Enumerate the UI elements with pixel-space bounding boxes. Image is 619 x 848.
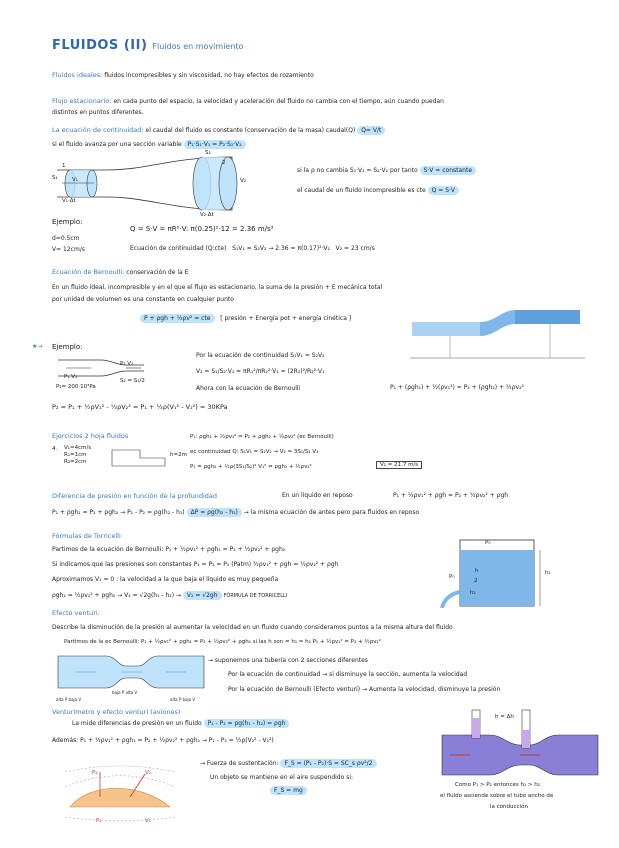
label-v2dt: V₂·Δt — [200, 212, 214, 218]
venturimetro-l3-line — [200, 760, 377, 767]
diferencia-heading: Diferencia de presión en función de la profundidad — [52, 492, 218, 500]
ejemplo2-line5: P₂ = P₁ + ½ρV₁² - ½ρV₂² = P₁ + ½ρ(V₁² - V₂²) = 30KPa — [52, 403, 228, 411]
continuidad-note2 — [297, 187, 459, 194]
ejercicios-pipe-icon — [110, 448, 170, 470]
ejemplo2-line4: P₁ + (ρgh₁) + ½(ρv₁²) = P₂ + (ρgh₂) + ½ρv₂² — [390, 384, 524, 391]
section-ideales — [52, 71, 314, 79]
venturimetro-l3: → Fuerza de sustentación: — [200, 760, 279, 767]
ejemplo1-continuity — [130, 245, 375, 252]
bernoulli-heading-text: conservación de la E — [126, 269, 189, 276]
title-subtitle: Fluidos en movimiento — [152, 42, 244, 51]
venturimetro-l1-line — [72, 720, 289, 727]
ejemplo2-p1val: P₁= 200·10³Pa — [56, 384, 96, 390]
venturimetro-l1-highlight: P₁ - P₂ = ρg(h₁ - h₂) = ρgh — [204, 719, 290, 728]
venturimetro-l4-hl-wrap — [270, 787, 307, 794]
ejercicios-left-r1: R₁=1cm — [64, 452, 87, 458]
venturi-l4: Por la ecuación de continuidad → si disminuye la sección, aumenta la velocidad — [228, 671, 468, 678]
note2-text: el caudal de un fluido incompresible es cte — [297, 187, 426, 194]
ejemplo1-cont-label: Ecuación de continuidad (Q:cte) — [130, 245, 227, 252]
venturimetro-l2: Además: P₁ + ½ρv₁² + ρgh₁ = P₂ + ½ρv₂² + ρgh₂ → P₁ - P₂ = ½ρ(V₂² - V₁²) — [52, 737, 274, 744]
ideales-heading: Fluidos ideales: — [52, 71, 103, 79]
label-v2: V₂ — [240, 178, 246, 184]
venturi-label-1: alta P baja V — [56, 697, 82, 702]
diferencia-text: En un líquido en reposo — [282, 492, 353, 499]
ideales-text: fluidos incompresibles y sin viscosidad, no hay efectos de rozamiento — [104, 72, 314, 79]
bernoulli-formula-line — [140, 315, 351, 322]
ejemplo2-heading: Ejemplo: — [52, 343, 83, 351]
ejemplo2-line3: Ahora con la ecuación de Bernoulli — [196, 385, 301, 392]
venturimetro-caption1: Como P₁ > P₂ entonces h₁ > h₂ — [455, 782, 540, 788]
bernoulli-formula-note: [ presión + Energía pot + energía cinética ] — [220, 315, 352, 322]
tank-h1: h₁ — [545, 570, 551, 576]
label-v1: V₁ — [72, 177, 78, 183]
ejercicios-line1: P₁: ρgh₁ + ½ρv₁² = P₂ + ρgh₂ + ½ρv₂² (ec Bernoulli) — [190, 434, 334, 440]
torricelli-highlight: V₂ = √2gh — [183, 591, 222, 600]
torricelli-l4-line — [52, 592, 287, 599]
bernoulli-heading: Ecuación de Bernoulli: — [52, 268, 125, 276]
ejercicios-left-r2: R₂=2cm — [64, 459, 87, 465]
page-title — [52, 38, 243, 53]
section-estacionario — [52, 97, 444, 105]
ejemplo2-s2: S₂ = S₁/2 — [120, 378, 145, 384]
continuidad-line2 — [52, 141, 246, 148]
label-two: 2 — [222, 160, 226, 166]
venturi-label-3: alta P baja V — [170, 697, 196, 702]
airfoil-v2: V₂ — [145, 770, 151, 776]
continuity-pipe-diagram — [52, 152, 262, 222]
note1-text: si la ρ no cambia S₁·V₁ = S₂·V₂ por tanto — [297, 167, 418, 174]
bernoulli-pipe-diagram — [410, 300, 585, 362]
airfoil-p2: P₂ — [92, 770, 98, 776]
title-text: FLUIDOS (II) — [52, 38, 148, 53]
ejercicios-num: 4. — [52, 446, 58, 452]
bernoulli-text1: En un fluido ideal, incompresible y en el que el flujo es estacionario, la suma de la presión + E mecánica total — [52, 284, 383, 291]
star-arrow: ★→ — [32, 343, 43, 350]
torricelli-name: FÓRMULA DE TORRICELLI — [223, 593, 288, 599]
ejemplo1-cont-formula: S₁V₁ = S₂V₂ → 2.36 = π(0.17)²·V₂ — [232, 245, 330, 252]
tank-h2: h₂ — [470, 590, 476, 596]
continuidad-note1 — [297, 167, 476, 174]
venturimetro-l3-highlight: F_S = (P₁ - P₂)·S = SC_s ρv²/2 — [280, 759, 376, 768]
ejemplo1-q-line: Q = S·V = πR²·V: π(0.25)²·12 = 2.36 m/s³ — [130, 225, 274, 233]
ejercicios-result: V₂ = 21.7 m/s — [376, 461, 422, 469]
diferencia-formula1: P₁ + ½ρv₁² + ρgh = P₂ + ½ρv₂² + ρgh — [393, 492, 509, 499]
continuidad-heading: La ecuación de continuidad: — [52, 126, 144, 134]
tank-one: 1 — [480, 533, 484, 539]
airfoil-diagram — [60, 752, 180, 832]
ejemplo1-heading: Ejemplo: — [52, 218, 83, 226]
torricelli-l1: Partimos de la ecuación de Bernoulli: P₁ + ½ρv₁² + ρgh₁ = P₂ + ½ρv₂² + ρgh₂ — [52, 546, 286, 553]
estacionario-heading: Flujo estacionario: — [52, 97, 112, 105]
venturi-heading: Efecto venturi: — [52, 609, 100, 617]
airfoil-p1: P₁ — [96, 818, 102, 824]
label-v1dt: V₁·Δt — [62, 198, 76, 204]
venturi-l5: Por la ecuación de Bernoulli (Efecto venturi) → Aumenta la velocidad, disminuye la presión — [228, 686, 501, 693]
ejercicios-left-v1: V₁=4cm/s — [64, 445, 92, 451]
venturi-l1: Describe la disminución de la presión al aumentar la velocidad en un fluido cuando consideramos puntos a la misma altura del fluido — [52, 624, 453, 631]
ejercicios-hm: h=2m — [170, 452, 187, 458]
ejemplo1-v: V= 12cm/s — [52, 246, 85, 253]
venturi-label-2: baja P alta V — [112, 690, 138, 695]
tank-p0-side: P₀ — [449, 574, 455, 580]
venturi-l2: Partimos de la ec Bernoulli: P₁ + ½ρv₁² + ρgh₁ = P₂ + ½ρv₂² + ρgh₂ si las h son = h₁ = h₂ P₁ + ½ρv₁² = P₂ + ½ρv₂² — [64, 639, 381, 645]
ejemplo2-line2: V₂ = S₁/S₂·V₁ = πR₁²/πR₂²·V₁ = (2R₂)²/R₂²·V₁ — [196, 368, 325, 375]
torricelli-tank-diagram — [440, 528, 560, 608]
venturimetro-caption2: el fluido asciende sobre el tubo ancho de — [440, 793, 554, 799]
torricelli-l3: Aproximamos V₁ = 0 : la velocidad a la que baja el líquido es muy pequeña — [52, 576, 279, 583]
ejercicios-left — [64, 445, 91, 466]
continuidad-line2-text: si el fluido avanza por una sección variable — [52, 141, 182, 148]
ejemplo1-result: V₂ = 23 cm/s — [335, 245, 375, 252]
estacionario-text2: distintos en puntos diferentes. — [52, 109, 144, 116]
ejemplo2-p2v2: P₂ V₂ — [120, 361, 134, 367]
tank-p0-top: P₀ — [485, 540, 491, 546]
ejemplo2-p1v1: P₁ V₁ — [64, 374, 78, 380]
airfoil-v1: V₁ — [145, 818, 151, 824]
ejemplo1-d: d=0.5cm — [52, 235, 80, 242]
venturimeter-dh: h = Δh — [495, 714, 514, 720]
venturimeter-diagram — [440, 700, 600, 780]
diferencia-line2b: → la misma ecuación de antes pero para fluidos en reposo — [243, 509, 420, 516]
label-s1: S₁ — [52, 175, 58, 181]
torricelli-l2: Si indicamos que las presiones son constantes P₁ = P₂ = P₀ (Patm) ½ρv₁² + ρgh = ½ρv₂² + ρgh — [52, 561, 339, 568]
torricelli-l4: ρgh₁ = ½ρv₂² + ρgh₂ → V₂ = √2g(h₁ - h₂) → — [52, 592, 181, 599]
venturimetro-l1: La mide diferencias de presión en un fluido — [72, 720, 202, 727]
note2-highlight: Q = S·V — [428, 186, 459, 195]
bernoulli-text2: por unidad de volumen es una constante en cualquier punto — [52, 296, 234, 303]
venturi-l3: → suponemos una tubería con 2 secciones diferentes — [208, 657, 368, 664]
label-s2: S₂ — [205, 150, 211, 156]
tank-two: 2 — [474, 578, 478, 584]
venturimetro-l4-highlight: F_S = mg — [270, 786, 307, 795]
note1-highlight: S·V = constante — [420, 166, 476, 175]
bernoulli-formula: P + ρgh + ½ρv² = cte — [140, 314, 215, 323]
diferencia-highlight: ΔP = ρg(h₂ - h₁) — [187, 508, 242, 517]
tank-h: h — [475, 568, 479, 574]
label-one: 1 — [62, 163, 66, 169]
ejercicios-line3: P₁ = ρgh₂ + ½ρ(3S₁/S₂)² V₁² = ρgh₂ + ½ρv₂² — [190, 464, 312, 470]
continuidad-line1 — [52, 126, 385, 134]
diferencia-line2 — [52, 509, 419, 516]
diferencia-line2a: P₁ + ρgh₁ = P₂ + ρgh₂ → P₁ - P₂ = ρg(h₂ - h₁) — [52, 509, 185, 516]
venturimetro-l4: Un objeto se mantiene en el aire suspendido si: — [210, 774, 354, 781]
ejercicios-line2: ec continuidad Q: S₁V₁ = S₂V₂ → V₂ = 3S₁/S₂ V₁ — [190, 449, 319, 455]
continuidad-text: el caudal del fluido es constante (conservación de la masa) caudal(Q) — [145, 127, 356, 134]
venturimetro-heading: Venturímetro y efecto venturi (aviones) — [52, 708, 181, 716]
continuidad-q-formula: Q= V/t — [357, 126, 385, 135]
torricelli-heading: Fórmulas de Torricelli — [52, 532, 121, 540]
continuidad-formula: P₁·S₁·V₁ = P₂·S₂·V₂ — [184, 140, 246, 149]
ejemplo2-line1: Por la ecuación de continuidad S₁V₁ = S₂V₂ — [196, 352, 325, 359]
venturimetro-caption3: la conducción — [490, 804, 528, 810]
bernoulli-heading-line — [52, 268, 188, 276]
ejercicios-heading: Ejercicios 2 hoja fluidos — [52, 432, 129, 440]
estacionario-text1: en cada punto del espacio, la velocidad y aceleración del fluido no cambia con el tiempo, aún cuando puedan — [113, 98, 444, 105]
